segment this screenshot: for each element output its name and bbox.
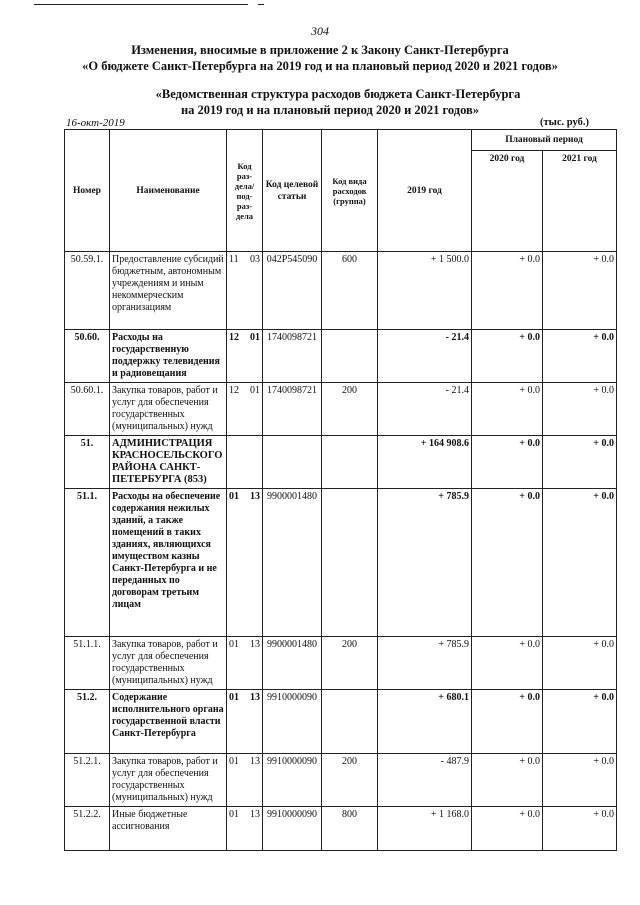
table-row: [65, 637, 617, 690]
subsection-code: 01: [250, 332, 260, 343]
subsection-code: 13: [250, 756, 260, 767]
col-header-2021: 2021 год: [543, 150, 617, 251]
section-code: 01: [229, 639, 239, 650]
row-value-2020: + 0.0: [472, 690, 543, 754]
section-code: 12: [229, 385, 239, 396]
row-name: Закупка товаров, работ и услуг для обеспечения государственных (муниципальных) нужд: [110, 383, 227, 436]
row-value-2021: + 0.0: [543, 807, 617, 851]
row-expense-type: 200: [322, 637, 378, 690]
col-header-target: Код целевой статьи: [263, 130, 322, 252]
table-row: [65, 383, 617, 436]
subsection-code: 13: [250, 692, 260, 703]
row-section-code: [227, 330, 263, 383]
subsection-code: 03: [250, 254, 260, 265]
row-name: Содержание исполнительного органа государственной власти Санкт-Петербурга: [110, 690, 227, 754]
table-row: [65, 252, 617, 330]
row-name: Закупка товаров, работ и услуг для обеспечения государственных (муниципальных) нужд: [110, 754, 227, 807]
row-value-2020: + 0.0: [472, 637, 543, 690]
row-expense-type: [322, 489, 378, 637]
units-label: (тыс. руб.): [540, 117, 589, 128]
row-number: 51.1.: [65, 489, 110, 637]
row-section-code: [227, 383, 263, 436]
row-number: 51.2.2.: [65, 807, 110, 851]
row-value-2019: + 680.1: [378, 690, 472, 754]
row-number: 51.2.: [65, 690, 110, 754]
row-expense-type: [322, 436, 378, 489]
document-date: 16-окт-2019: [66, 117, 125, 129]
col-header-expense-type: Код вида расходов (группа): [322, 130, 378, 252]
row-number: 50.60.: [65, 330, 110, 383]
row-target-code: 1740098721: [263, 330, 322, 383]
row-section-code: [227, 637, 263, 690]
row-value-2021: + 0.0: [543, 690, 617, 754]
row-value-2021: + 0.0: [543, 330, 617, 383]
row-number: 51.2.1.: [65, 754, 110, 807]
row-expense-type: 200: [322, 754, 378, 807]
table-row: [65, 807, 617, 851]
row-value-2020: + 0.0: [472, 807, 543, 851]
row-value-2020: + 0.0: [472, 436, 543, 489]
row-target-code: 9910000090: [263, 754, 322, 807]
subsection-code: 13: [250, 809, 260, 820]
table-title-line-1: «Ведомственная структура расходов бюджета Санкт-Петербурга: [155, 87, 521, 101]
row-expense-type: [322, 330, 378, 383]
row-value-2021: + 0.0: [543, 637, 617, 690]
row-value-2019: + 785.9: [378, 637, 472, 690]
row-number: 51.1.1.: [65, 637, 110, 690]
section-code: 01: [229, 491, 239, 502]
row-name: Закупка товаров, работ и услуг для обеспечения государственных (муниципальных) нужд: [110, 637, 227, 690]
section-code: 01: [229, 692, 239, 703]
row-value-2021: + 0.0: [543, 754, 617, 807]
col-header-2020: 2020 год: [472, 150, 543, 251]
row-value-2021: + 0.0: [543, 436, 617, 489]
row-section-code: [227, 436, 263, 489]
row-name: АДМИНИСТРАЦИЯ КРАСНОСЕЛЬСКОГО РАЙОНА САНКТ-ПЕТЕРБУРГА (853): [110, 436, 227, 489]
row-value-2019: + 1 168.0: [378, 807, 472, 851]
table-row: [65, 330, 617, 383]
heading-line-2: «О бюджете Санкт-Петербурга на 2019 год и на плановый период 2020 и 2021 годов»: [82, 59, 558, 73]
row-expense-type: [322, 690, 378, 754]
col-header-section: Код раз-дела/ под-раз-дела: [227, 130, 263, 252]
table-row: [65, 754, 617, 807]
row-name: Расходы на государственную поддержку телевидения и радиовещания: [110, 330, 227, 383]
row-name: Предоставление субсидий бюджетным, автономным учреждениям и иным некоммерческим организациям: [110, 252, 227, 330]
top-dash: [258, 4, 264, 5]
section-code: 01: [229, 809, 239, 820]
subsection-code: 01: [250, 385, 260, 396]
row-number: 50.60.1.: [65, 383, 110, 436]
row-expense-type: 200: [322, 383, 378, 436]
row-value-2019: + 785.9: [378, 489, 472, 637]
table-row: [65, 690, 617, 754]
row-number: 51.: [65, 436, 110, 489]
row-value-2020: + 0.0: [472, 330, 543, 383]
row-target-code: 9910000090: [263, 807, 322, 851]
row-target-code: 9910000090: [263, 690, 322, 754]
row-target-code: 042P545090: [263, 252, 322, 330]
subsection-code: 13: [250, 491, 260, 502]
col-header-number: Номер: [65, 130, 110, 252]
subsection-code: 13: [250, 639, 260, 650]
row-value-2021: + 0.0: [543, 252, 617, 330]
row-name: Иные бюджетные ассигнования: [110, 807, 227, 851]
section-code: 12: [229, 332, 239, 343]
row-section-code: [227, 489, 263, 637]
row-target-code: 9900001480: [263, 489, 322, 637]
row-value-2019: - 21.4: [378, 330, 472, 383]
table-row: [65, 489, 617, 637]
row-target-code: [263, 436, 322, 489]
row-value-2021: + 0.0: [543, 489, 617, 637]
row-value-2021: + 0.0: [543, 383, 617, 436]
budget-table: [64, 129, 617, 851]
row-target-code: 9900001480: [263, 637, 322, 690]
top-rule: [34, 4, 248, 5]
row-value-2020: + 0.0: [472, 383, 543, 436]
row-value-2020: + 0.0: [472, 252, 543, 330]
row-section-code: [227, 807, 263, 851]
row-section-code: [227, 252, 263, 330]
row-expense-type: 800: [322, 807, 378, 851]
row-value-2019: - 487.9: [378, 754, 472, 807]
col-header-planned-period: Плановый период: [472, 130, 617, 151]
row-section-code: [227, 690, 263, 754]
table-title-line-2: на 2019 год и на плановый период 2020 и 2021 годов»: [180, 103, 480, 117]
row-value-2019: - 21.4: [378, 383, 472, 436]
page-number: 304: [311, 24, 329, 38]
row-value-2020: + 0.0: [472, 754, 543, 807]
col-header-name: Наименование: [110, 130, 227, 252]
row-target-code: 1740098721: [263, 383, 322, 436]
row-expense-type: 600: [322, 252, 378, 330]
row-number: 50.59.1.: [65, 252, 110, 330]
section-code: 01: [229, 756, 239, 767]
row-value-2019: + 1 500.0: [378, 252, 472, 330]
row-name: Расходы на обеспечение содержания нежилых зданий, а также помещений в таких зданиях, являющихся имуществом казны Санкт-Петербурга и не переданных по договорам третьим лицам: [110, 489, 227, 637]
row-value-2019: + 164 908.6: [378, 436, 472, 489]
table-row: [65, 436, 617, 489]
col-header-2019: 2019 год: [378, 130, 472, 252]
section-code: 11: [229, 254, 239, 265]
row-value-2020: + 0.0: [472, 489, 543, 637]
row-section-code: [227, 754, 263, 807]
heading-line-1: Изменения, вносимые в приложение 2 к Закону Санкт-Петербурга: [131, 43, 509, 57]
